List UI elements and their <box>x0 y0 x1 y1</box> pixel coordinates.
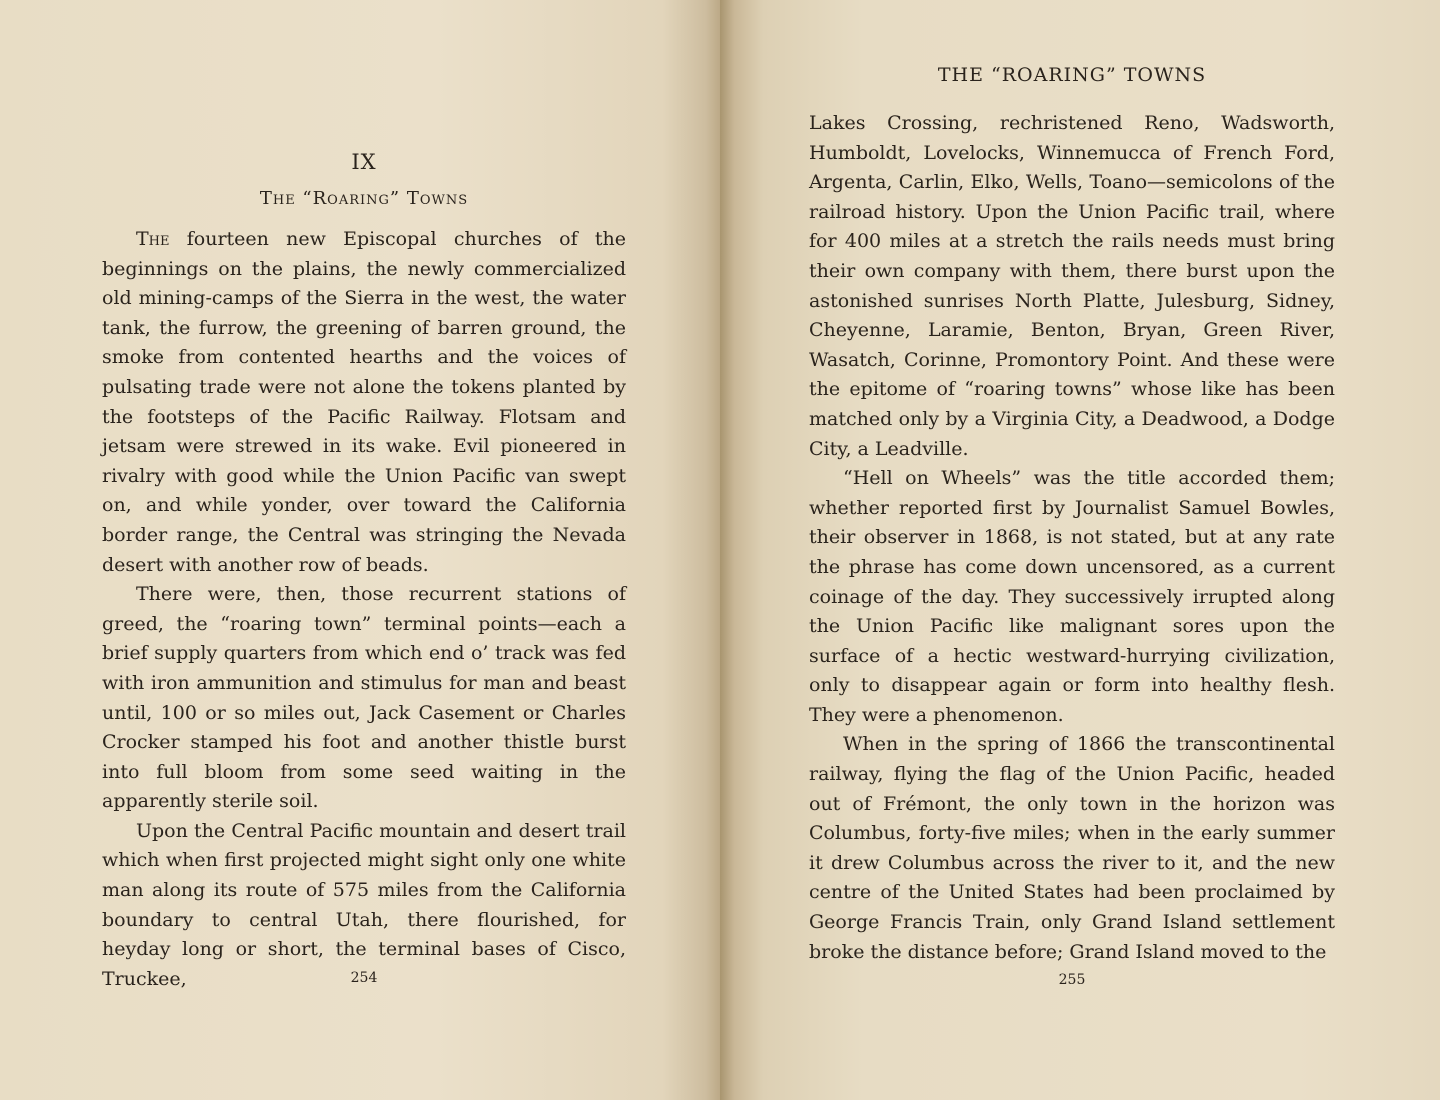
right-page <box>720 0 1440 1100</box>
right-paragraph-1: Lakes Crossing, rechristened Reno, Wadsworth, Humboldt, Lovelocks, Winnemucca of French Ford, Argenta, Carlin, Elko, Wells, Toano—semicolons of the railroad history. Upon the Union Pacific trail, where for 400 miles at a stretch the rails needs must bring their own company with them, there burst upon the astonished sunrises North Platte, Julesburg, Sidney, Cheyenne, Laramie, Benton, Bryan, Green River, Wasatch, Corinne, Promontory Point. And these were the epitome of “roaring towns” whose like has been matched only by a Virginia City, a Deadwood, a Dodge City, a Leadville. <box>809 112 1335 460</box>
lead-word: The <box>136 228 170 250</box>
left-page-body <box>102 225 626 994</box>
page-number-right: 255 <box>1058 972 1086 988</box>
running-head: THE “ROARING” TOWNS <box>937 64 1207 86</box>
chapter-title: The “Roaring” Towns <box>259 188 469 209</box>
right-paragraph-2: “Hell on Wheels” was the title accorded them; whether reported first by Journalist Samuel Bowles, their observer in 1868, is not stated, but at any rate the phrase has come down uncensored, as a current coinage of the day. They successively irrupted along the Union Pacific like malignant sores upon the surface of a hectic westward-hurrying civilization, only to disappear again or form into healthy flesh. They were a phenomenon. <box>809 467 1335 726</box>
left-paragraph-3: Upon the Central Pacific mountain and desert trail which when first projected might sight only one white man along its route of 575 miles from the California boundary to central Utah, there flourished, for heyday long or short, the terminal bases of Cisco, Truckee, <box>102 819 626 990</box>
right-page-body <box>809 109 1335 967</box>
right-paragraph-3: When in the spring of 1866 the transcontinental railway, flying the flag of the Union Pacific, headed out of Frémont, the only town in the horizon was Columbus, forty-five miles; when in the early summer it drew Columbus across the river to it, and the new centre of the United States had been proclaimed by George Francis Train, only Grand Island settlement broke the distance before; Grand Island moved to the <box>809 733 1335 963</box>
left-paragraph-1-text: fourteen new Episcopal churches of the beginnings on the plains, the newly commercialized old mining-camps of the Sierra in the west, the water tank, the furrow, the greening of barren ground, the smoke from contented hearths and the voices of pulsating trade were not alone the tokens planted by the footsteps of the Pacific Railway. Flotsam and jetsam were strewed in its wake. Evil pioneered in rivalry with good while the Union Pacific van swept on, and while yonder, over toward the California border range, the Central was stringing the Nevada desert with another row of beads. <box>102 228 626 576</box>
page-number-left: 254 <box>350 970 378 986</box>
left-paragraph-1 <box>102 225 626 580</box>
chapter-number: IX <box>351 150 377 174</box>
left-paragraph-2: There were, then, those recurrent stations of greed, the “roaring town” terminal points—each a brief supply quarters from which end o’ track was fed with iron ammunition and stimulus for man and beast until, 100 or so miles out, Jack Casement or Charles Crocker stamped his foot and another thistle burst into full bloom from some seed waiting in the apparently sterile soil. <box>102 583 626 813</box>
